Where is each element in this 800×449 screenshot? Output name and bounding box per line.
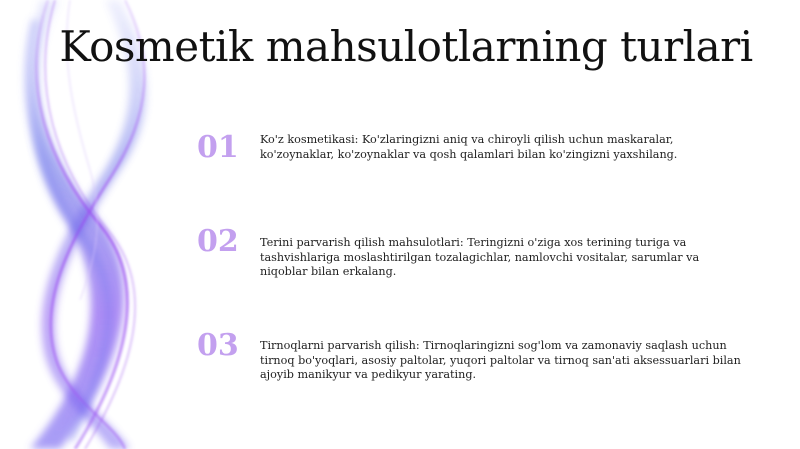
item-number: 02 bbox=[197, 224, 239, 259]
item-number: 03 bbox=[197, 328, 239, 363]
item-text: Ko'z kosmetikasi: Ko'zlaringizni aniq va chiroyli qilish uchun maskaralar, ko'zoynaklar, ko'zoynaklar va qosh qalamlari bilan ko'zingizni yaxshilang. bbox=[260, 133, 678, 161]
item-number: 01 bbox=[197, 130, 239, 165]
item-text: Terini parvarish qilish mahsulotlari: Teringizni o'ziga xos terining turiga va tashvishlariga moslashtirilgan tozalagichlar, namlovchi vositalar, sarumlar va niqoblar bilan erkalang. bbox=[260, 236, 700, 278]
slide-title: Kosmetik mahsulotlarning turlari bbox=[59, 22, 753, 71]
item-text: Tirnoqlarni parvarish qilish: Tirnoqlaringizni sog'lom va zamonaviy saqlash uchun tirnoq bo'yoqlari, asosiy paltolar, yuqori paltolar va tirnoq san'ati aksessuarlari bilan ajoyib manikyur va pedikyur yarating. bbox=[260, 339, 741, 381]
